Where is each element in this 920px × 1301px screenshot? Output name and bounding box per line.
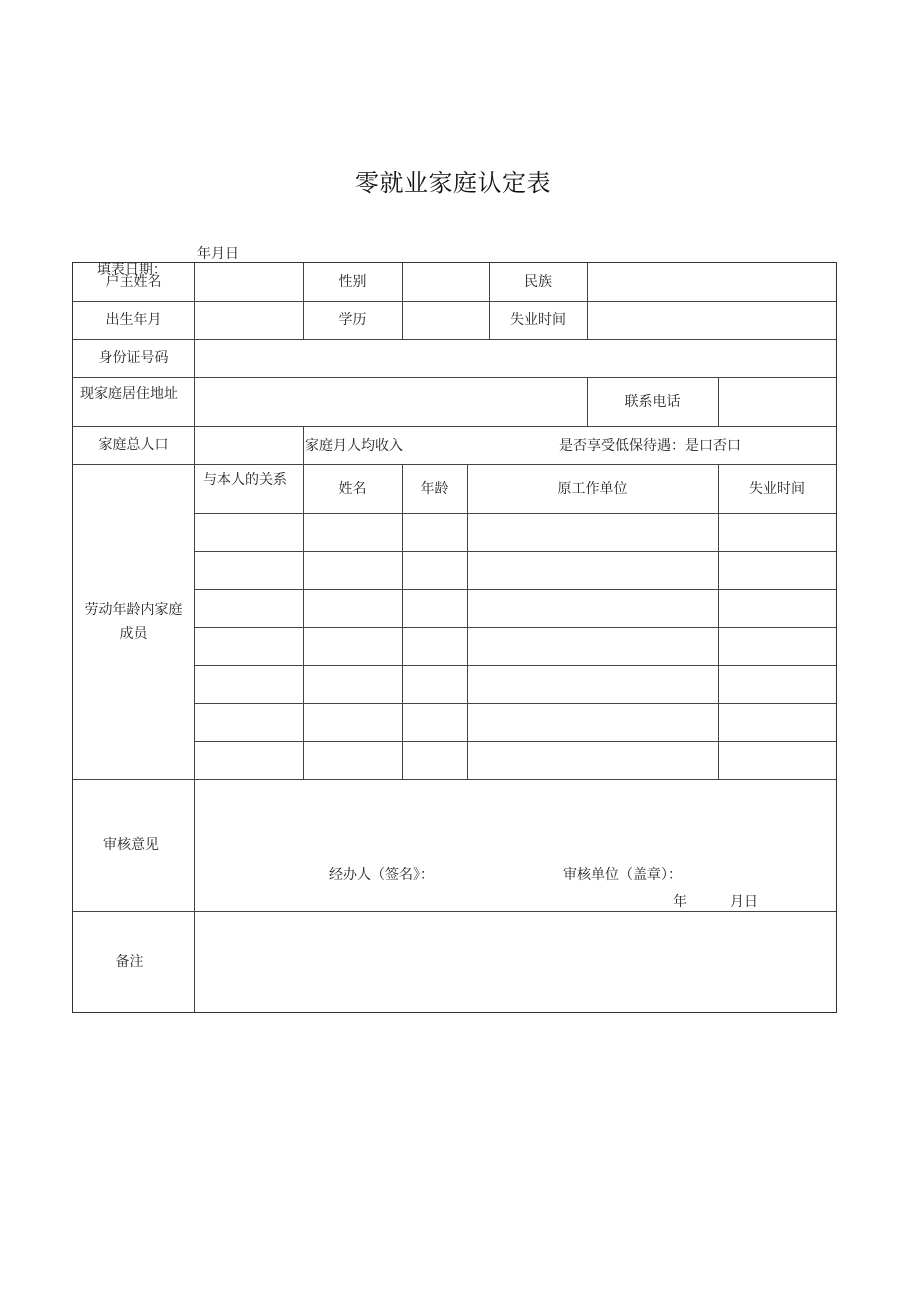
form-title: 零就业家庭认定表 [355, 169, 551, 197]
education-field[interactable] [402, 301, 489, 339]
label-householder-name: 户主姓名 [105, 274, 162, 290]
col-unemployed-since: 失业时间 [749, 480, 805, 497]
row-divider [194, 741, 836, 742]
label-gender: 性别 [338, 274, 367, 290]
ethnicity-field[interactable] [587, 263, 836, 301]
label-address: 现家庭居住地址 [80, 386, 178, 402]
row-divider [194, 665, 836, 666]
column-divider [303, 426, 304, 464]
row-divider [194, 627, 836, 628]
unemployed-since-field[interactable] [587, 301, 836, 339]
label-id-number: 身份证号码 [98, 350, 169, 366]
subsistence-question: 是否享受低保待遇：是口否口 [559, 438, 741, 454]
birth-date-field[interactable] [194, 301, 303, 339]
review-year: 年 [673, 894, 687, 910]
fill-date-label: 填表日期： [96, 262, 167, 278]
label-working-age-members: 劳动年龄内家庭成员 [84, 601, 183, 642]
total-population-field[interactable] [194, 426, 303, 464]
col-name: 姓名 [338, 480, 367, 497]
label-total-population: 家庭总人口 [98, 437, 169, 453]
row-divider [194, 513, 836, 514]
review-unit-seal: 审核单位（盖章）： [563, 867, 682, 883]
col-age: 年龄 [420, 480, 449, 497]
gender-field[interactable] [402, 263, 489, 301]
householder-name-field[interactable] [194, 263, 303, 301]
label-remarks: 备注 [115, 953, 144, 970]
review-month-day: 月日 [730, 894, 758, 910]
col-former-employer: 原工作单位 [557, 480, 628, 497]
review-opinion-field[interactable] [194, 779, 836, 859]
label-education: 学历 [338, 312, 367, 328]
remarks-field[interactable] [194, 911, 836, 1012]
col-relationship: 与本人的关系 [203, 472, 287, 488]
label-review-opinion: 审核意见 [103, 837, 159, 853]
label-avg-income: 家庭月人均收入 [305, 438, 403, 454]
form-table [72, 262, 837, 1013]
label-unemployed-since: 失业时间 [510, 312, 566, 328]
row-divider [194, 551, 836, 552]
fill-date-value: 年月日 [197, 246, 239, 262]
label-phone: 联系电话 [624, 394, 681, 410]
row-divider [194, 589, 836, 590]
label-birth-date: 出生年月 [105, 312, 162, 328]
id-number-field[interactable] [194, 339, 836, 377]
address-field[interactable] [194, 377, 587, 426]
handler-signature: 经办人（签名》： [329, 867, 434, 883]
phone-field[interactable] [718, 377, 836, 426]
row-divider [194, 703, 836, 704]
label-ethnicity: 民族 [524, 274, 552, 290]
